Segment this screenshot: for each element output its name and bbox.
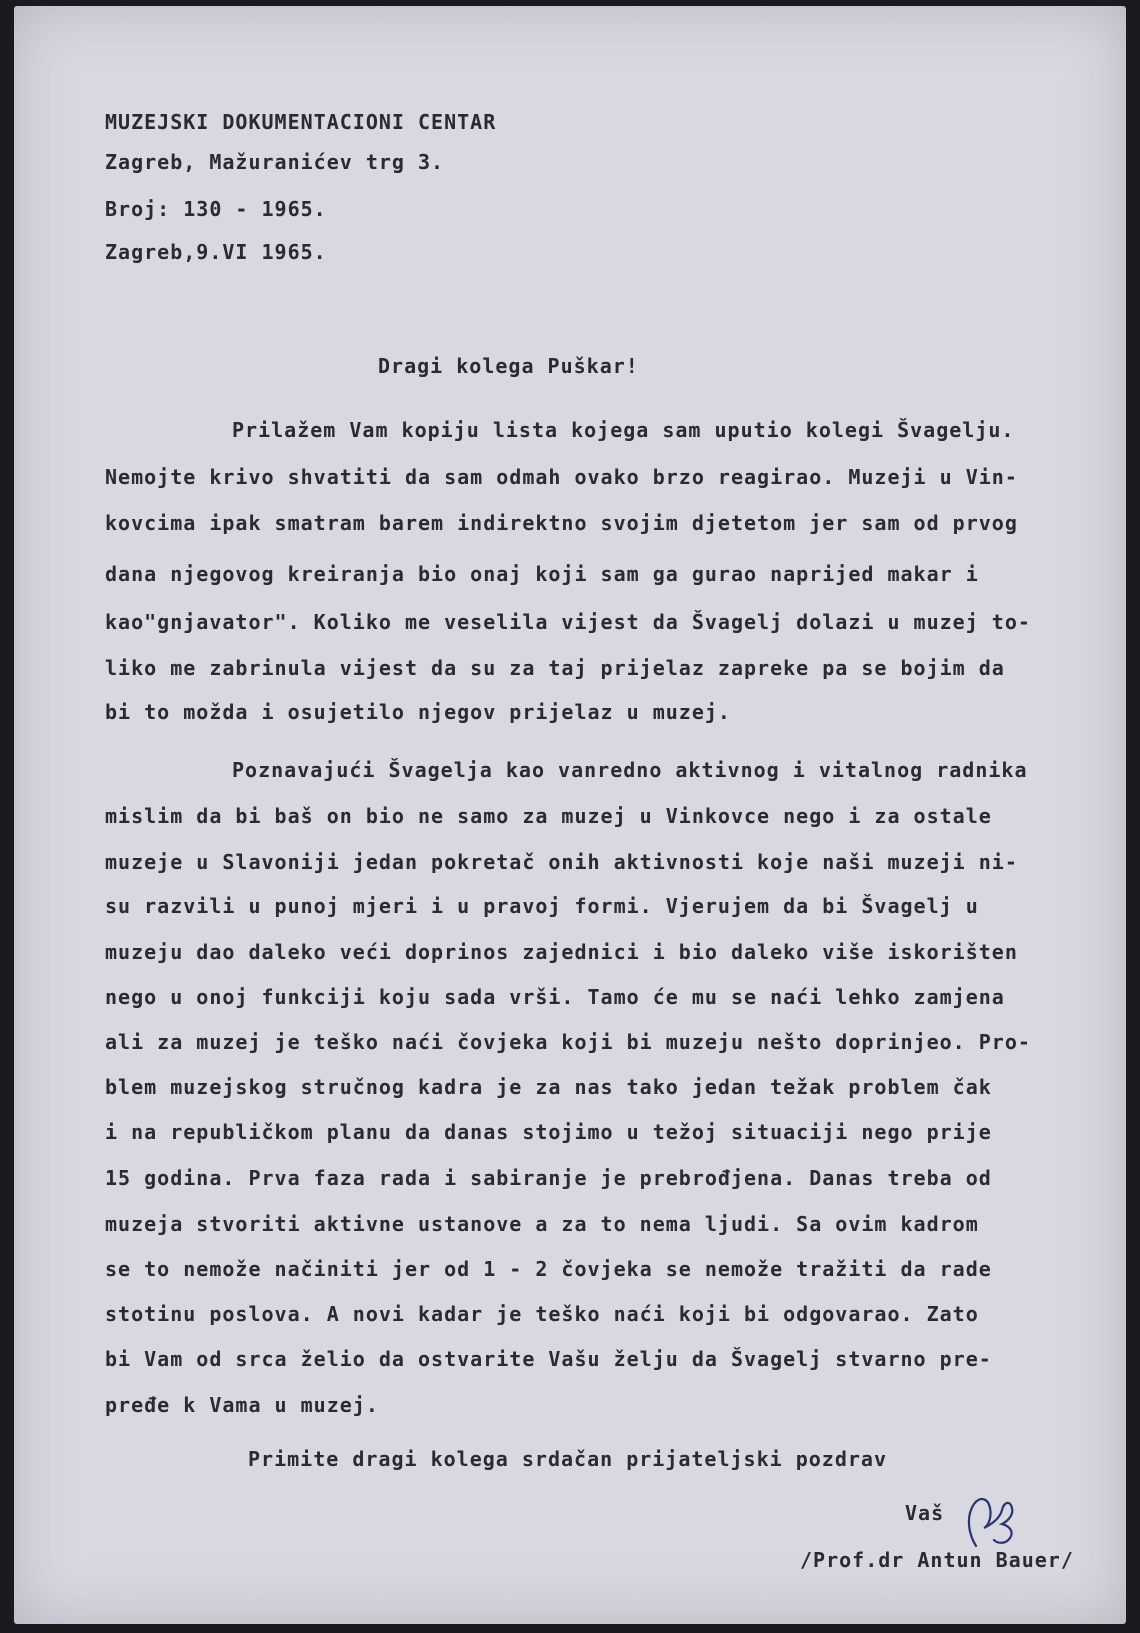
body-line: 15 godina. Prva faza rada i sabiranje je prebrođjena. Danas treba od [105,1166,992,1190]
yours-label: Vaš [905,1501,945,1525]
body-line: i na republičkom planu da danas stojimo u težoj situaciji nego prije [105,1120,992,1144]
body-line: stotinu poslova. A novi kadar je teško naći koji bi odgovarao. Zato [105,1302,979,1326]
body-line: mislim da bi baš on bio ne samo za muzej u Vinkovce nego i za ostale [105,804,992,828]
closing-line: Primite dragi kolega srdačan prijateljski pozdrav [248,1447,888,1471]
organization-name: MUZEJSKI DOKUMENTACIONI CENTAR [105,110,497,134]
letter-date: Zagreb,9.VI 1965. [105,240,327,264]
body-line: blem muzejskog stručnog kadra je za nas tako jedan težak problem čak [105,1075,992,1099]
body-line: Prilažem Vam kopiju lista kojega sam uputio kolegi Švagelju. [232,418,1015,442]
body-line: liko me zabrinula vijest da su za taj prijelaz zapreke pa se bojim da [105,656,1005,680]
body-line: se to nemože načiniti jer od 1 - 2 čovjeka se nemože tražiti da rade [105,1257,992,1281]
body-line: kao"gnjavator". Koliko me veselila vijest da Švagelj dolazi u muzej to- [105,610,1031,634]
body-line: bi Vam od srca želio da ostvarite Vašu želju da Švagelj stvarno pre- [105,1347,992,1371]
body-line: bi to možda i osujetilo njegov prijelaz u muzej. [105,700,731,724]
body-line: kovcima ipak smatram barem indirektno svojim djetetom jer sam od prvog [105,511,1018,535]
signature-name: /Prof.dr Antun Bauer/ [800,1548,1074,1572]
body-line: muzeju dao daleko veći doprinos zajednici i bio daleko više iskorišten [105,940,1018,964]
body-line: muzeje u Slavoniji jedan pokretač onih aktivnosti koje naši muzeji ni- [105,850,1018,874]
reference-number: Broj: 130 - 1965. [105,197,327,221]
body-line: pređe k Vama u muzej. [105,1393,379,1417]
body-line: Poznavajući Švagelja kao vanredno aktivnog i vitalnog radnika [232,758,1028,782]
handwritten-signature-icon [958,1488,1028,1558]
salutation: Dragi kolega Puškar! [378,354,639,378]
body-line: ali za muzej je teško naći čovjeka koji bi muzeju nešto doprinjeo. Pro- [105,1030,1031,1054]
body-line: Nemojte krivo shvatiti da sam odmah ovako brzo reagirao. Muzeji u Vin- [105,465,1018,489]
body-line: dana njegovog kreiranja bio onaj koji sam ga gurao naprijed makar i [105,562,979,586]
organization-address: Zagreb, Mažuranićev trg 3. [105,150,445,174]
body-line: muzeja stvoriti aktivne ustanove a za to nema ljudi. Sa ovim kadrom [105,1212,979,1236]
body-line: su razvili u punoj mjeri i u pravoj formi. Vjerujem da bi Švagelj u [105,894,979,918]
body-line: nego u onoj funkciji koju sada vrši. Tamo će mu se naći lehko zamjena [105,985,1005,1009]
